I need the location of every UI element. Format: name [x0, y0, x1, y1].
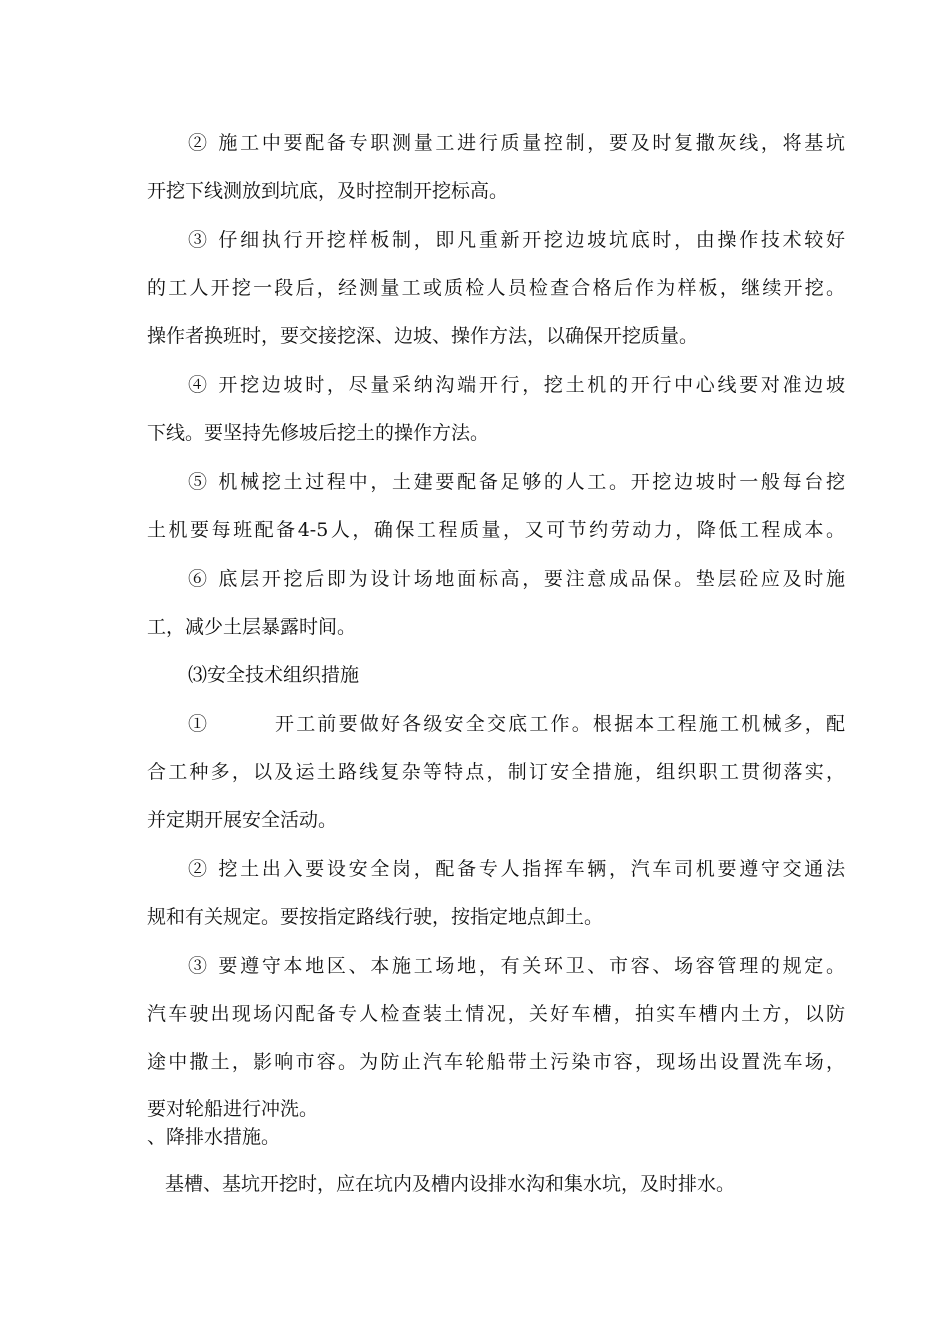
text-line: ③ 仔细执行开挖样板制，即凡重新开挖边坡坑底时，由操作技术较好	[188, 229, 845, 251]
text-line: 并定期开展安全活动。	[147, 809, 338, 831]
text-line: ③ 要遵守本地区、本施工场地，有关环卫、市容、场容管理的规定。	[188, 955, 845, 977]
text-line: 规和有关规定。要按指定路线行驶，按指定地点卸土。	[147, 906, 604, 928]
text-line: 操作者换班时，要交接挖深、边坡、操作方法，以确保开挖质量。	[147, 325, 699, 347]
text-line: 基槽、基坑开挖时，应在坑内及槽内设排水沟和集水坑，及时排水。	[165, 1173, 736, 1195]
text-line: 途中撒土，影响市容。为防止汽车轮船带土污染市容，现场出设置洗车场，	[147, 1051, 845, 1073]
text-line: ① 开工前要做好各级安全交底工作。根据本工程施工机械多，配	[188, 713, 845, 735]
text-line: 下线。要坚持先修坡后挖土的操作方法。	[147, 422, 490, 444]
text-line: ⑤ 机械挖土过程中，土建要配备足够的人工。开挖边坡时一般每台挖	[188, 471, 845, 493]
text-line: 的工人开挖一段后，经测量工或质检人员检查合格后作为样板，继续开挖。	[147, 277, 845, 299]
text-line: ④ 开挖边坡时，尽量采纳沟端开行，挖土机的开行中心线要对准边坡	[188, 374, 845, 396]
text-line: 工，减少土层暴露时间。	[147, 616, 357, 638]
text-line: 开挖下线测放到坑底，及时控制开挖标高。	[147, 180, 509, 202]
section-heading: 、降排水措施。	[147, 1126, 281, 1148]
section-heading: ⑶安全技术组织措施	[188, 664, 360, 686]
text-line: 土机要每班配备4-5人，确保工程质量，又可节约劳动力，降低工程成本。	[147, 519, 845, 541]
text-line: ② 施工中要配备专职测量工进行质量控制，要及时复撒灰线，将基坑	[188, 132, 845, 154]
text-line: ⑥ 底层开挖后即为设计场地面标高，要注意成品保。垫层砼应及时施	[188, 568, 845, 590]
text-line: 合工种多，以及运土路线复杂等特点，制订安全措施，组织职工贯彻落实，	[147, 761, 845, 783]
text-line: ② 挖土出入要设安全岗，配备专人指挥车辆，汽车司机要遵守交通法	[188, 858, 845, 880]
text-line: 汽车驶出现场闪配备专人检查装土情况，关好车槽，拍实车槽内土方，以防	[147, 1003, 845, 1025]
text-line: 要对轮船进行冲洗。	[147, 1098, 319, 1120]
